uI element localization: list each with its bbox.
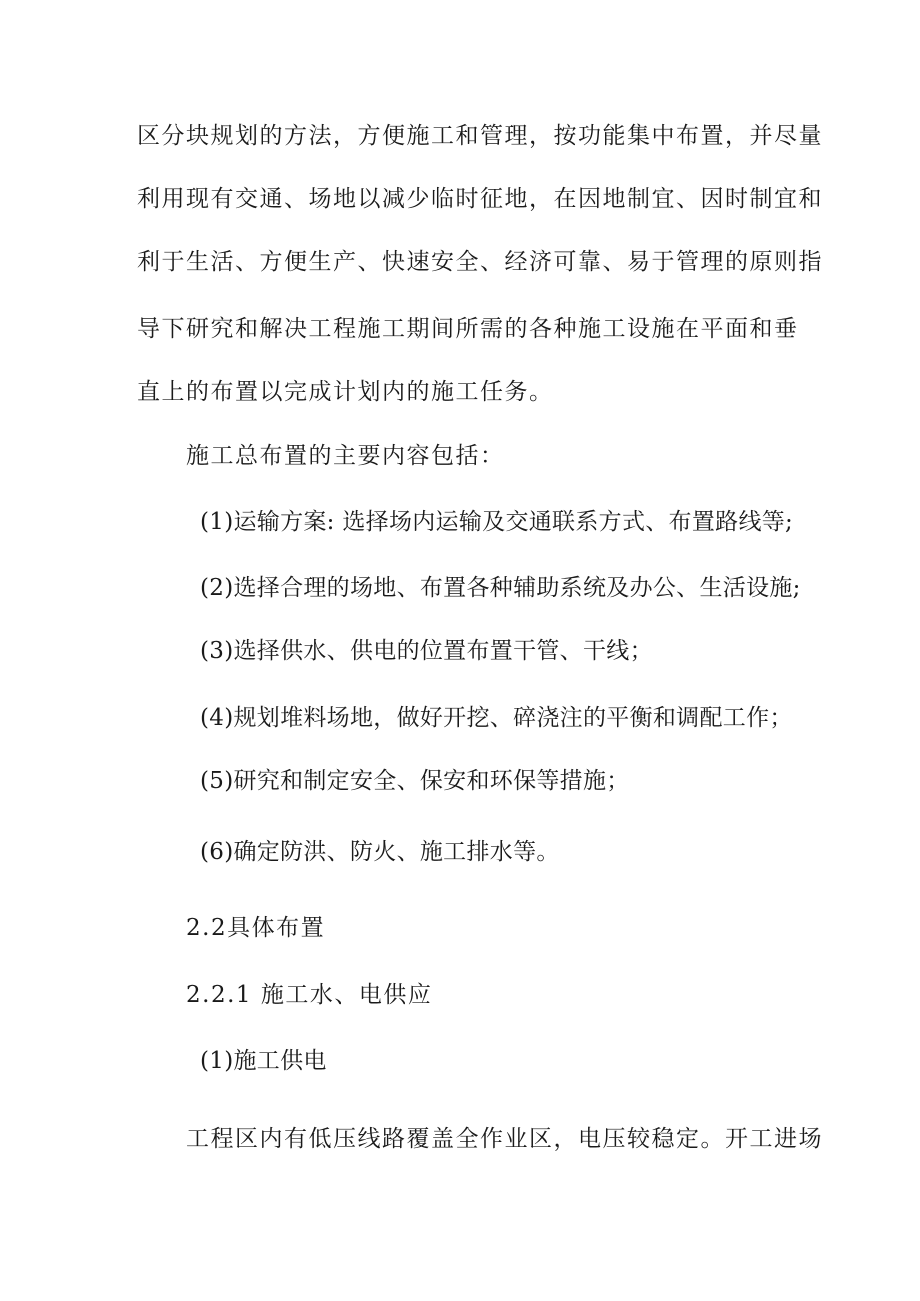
intro-text: 施工总布置的主要内容包括： [186,443,505,469]
list-item: (4)规划堆料场地，做好开挖、碎浇注的平衡和调配工作； [200,705,793,731]
list-item: (6)确定防洪、防火、施工排水等。 [200,839,560,865]
list-item: (1)运输方案: 选择场内运输及交通联系方式、布置路线等; [200,509,794,535]
list-item: (2)选择合理的场地、布置各种辅助系统及办公、生活设施; [200,575,801,601]
paragraph-line: 区分块规划的方法，方便施工和管理，按功能集中布置，并尽量 [137,123,823,149]
paragraph-line: 利用现有交通、场地以减少临时征地，在因地制宜、因时制宜和 [137,186,823,212]
section-heading: 2.2具体布置 [186,915,326,941]
list-item: (5)研究和制定安全、保安和环保等措施； [200,768,630,794]
subsection-item: (1)施工供电 [200,1048,327,1074]
paragraph-line: 导下研究和解决工程施工期间所需的各种施工设施在平面和垂 [137,316,799,342]
list-item: (3)选择供水、供电的位置布置干管、干线； [200,638,653,664]
subsection-heading: 2.2.1 施工水、电供应 [186,982,433,1008]
paragraph-line: 工程区内有低压线路覆盖全作业区，电压较稳定。开工进场 [186,1126,823,1152]
paragraph-line: 利于生活、方便生产、快速安全、经济可靠、易于管理的原则指 [137,249,823,275]
paragraph-line: 直上的布置以完成计划内的施工任务。 [137,379,554,405]
